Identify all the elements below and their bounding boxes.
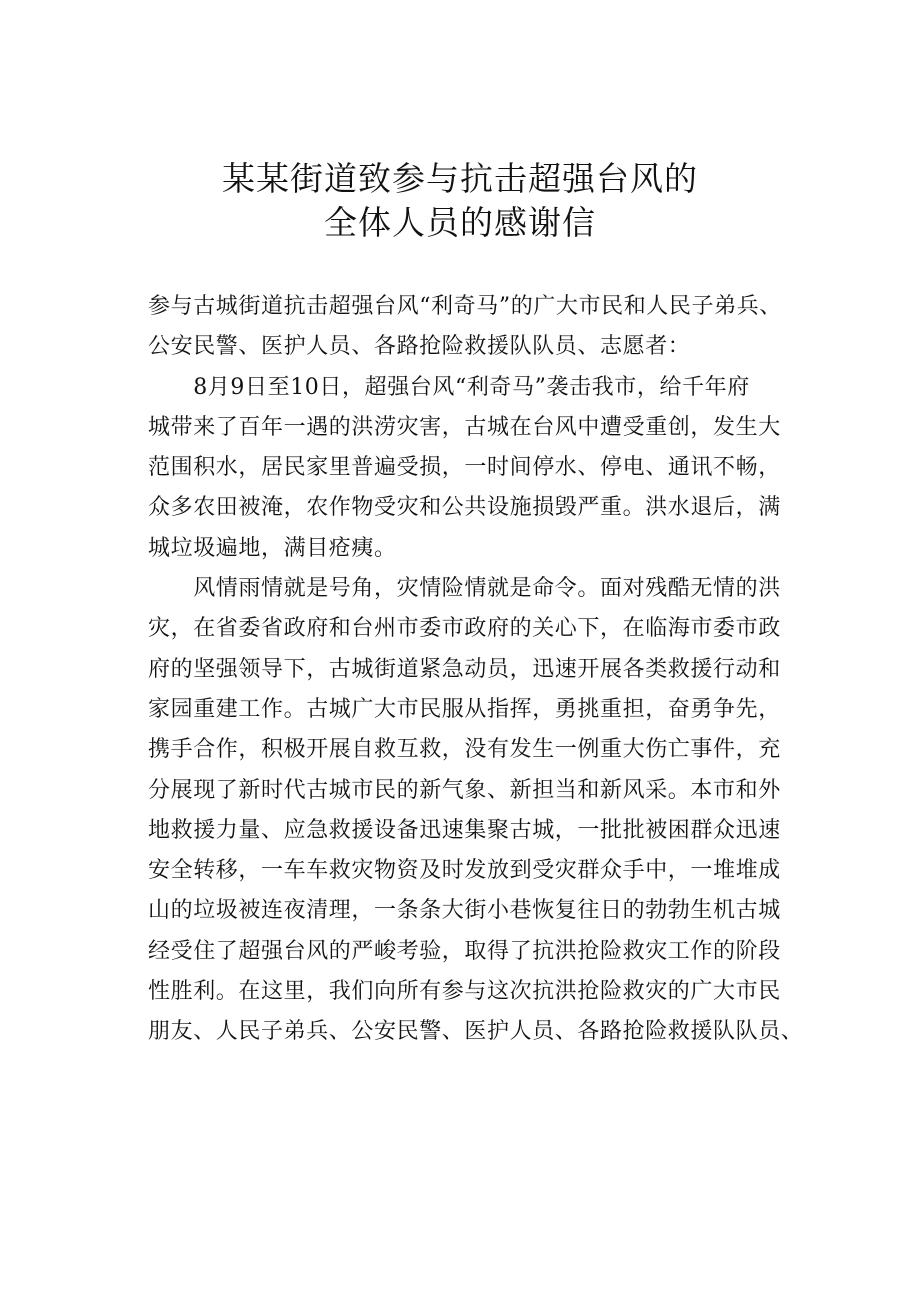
body-line: 山的垃圾被连夜清理，一条条大街小巷恢复往日的勃勃生机古城 <box>148 898 781 924</box>
body-line: 性胜利。在这里，我们向所有参与这次抗洪抢险救灾的广大市民 <box>148 979 781 1005</box>
body-line: 风情雨情就是号角，灾情险情就是命令。面对残酷无情的洪 <box>148 576 781 602</box>
body-line: 分展现了新时代古城市民的新气象、新担当和新风采。本市和外 <box>148 777 781 803</box>
body-line: 携手合作，积极开展自救互救，没有发生一例重大伤亡事件，充 <box>148 737 781 763</box>
body-line: 灾，在省委省政府和台州市委市政府的关心下，在临海市委市政 <box>148 616 781 642</box>
body-line: 安全转移，一车车救灾物资及时发放到受灾群众手中，一堆堆成 <box>148 858 781 884</box>
title-line: 某某街道致参与抗击超强台风的 <box>222 159 698 198</box>
body-line: 参与古城街道抗击超强台风“利奇马”的广大市民和人民子弟兵、 <box>148 294 782 319</box>
letter-body <box>148 287 828 1053</box>
body-line: 范围积水，居民家里普遍受损，一时间停水、停电、通讯不畅， <box>148 455 781 481</box>
body-line: 众多农田被淹，农作物受灾和公共设施损毁严重。洪水退后，满 <box>148 495 781 521</box>
body-line: 地救援力量、应急救援设备迅速集聚古城，一批批被困群众迅速 <box>148 817 781 843</box>
body-line: 经受住了超强台风的严峻考验，取得了抗洪抢险救灾工作的阶段 <box>148 938 781 964</box>
body-line: 公安民警、医护人员、各路抢险救援队队员、志愿者： <box>148 334 691 360</box>
body-line: 家园重建工作。古城广大市民服从指挥，勇挑重担，奋勇争先， <box>148 696 781 722</box>
body-line: 城带来了百年一遇的洪涝灾害，古城在台风中遭受重创，发生大 <box>148 414 781 440</box>
body-line: 8月9日至10日，超强台风“利奇马”袭击我市，给千年府 <box>148 374 750 400</box>
body-line: 城垃圾遍地，满目疮痍。 <box>148 535 397 561</box>
body-line: 朋友、人民子弟兵、公安民警、医护人员、各路抢险救援队队员、 <box>148 1019 804 1045</box>
body-line: 府的坚强领导下，古城街道紧急动员，迅速开展各类救援行动和 <box>148 656 781 682</box>
title-line: 全体人员的感谢信 <box>324 203 596 242</box>
document-title <box>0 157 920 245</box>
